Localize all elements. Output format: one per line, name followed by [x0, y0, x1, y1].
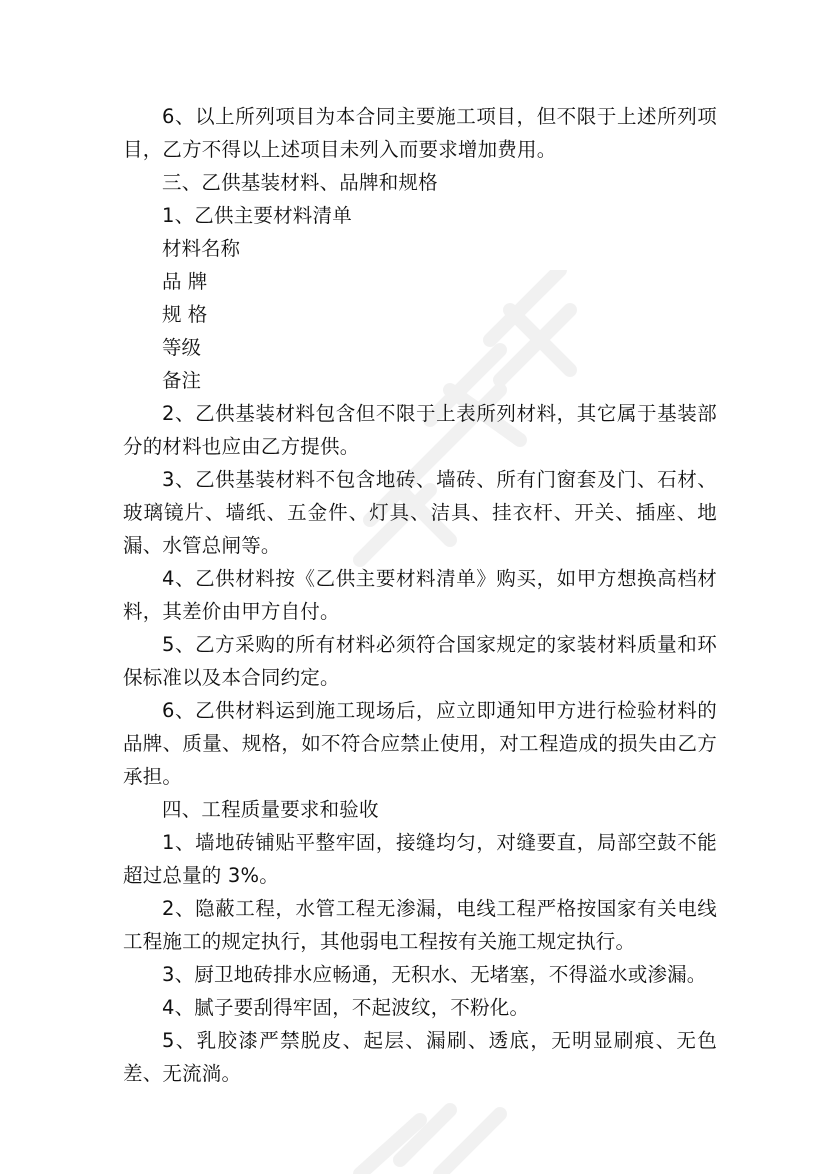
list-item: 品 牌 [162, 270, 208, 293]
paragraph: 3、乙供基装材料不包含地砖、墙砖、所有门窗套及门、石材、玻璃镜片、墙纸、五金件、灯具、洁具、挂衣杆、开关、插座、地漏、水管总闸等。 [123, 468, 717, 557]
list-item: 等级 [162, 336, 202, 359]
list-item: 规 格 [162, 303, 208, 326]
paragraph: 6、乙供材料运到施工现场后，应立即通知甲方进行检验材料的品牌、质量、规格，如不符合应禁止使用，对工程造成的损失由乙方承担。 [123, 699, 717, 788]
section-heading: 三、乙供基装材料、品牌和规格 [162, 171, 438, 194]
paragraph: 1、乙供主要材料清单 [162, 204, 352, 227]
paragraph: 2、隐蔽工程，水管工程无渗漏，电线工程严格按国家有关电线工程施工的规定执行，其他弱电工程按有关施工规定执行。 [123, 897, 717, 953]
paragraph: 4、腻子要刮得牢固，不起波纹，不粉化。 [162, 996, 530, 1019]
list-item: 材料名称 [162, 237, 241, 260]
document-body [123, 100, 717, 1090]
paragraph: 2、乙供基装材料包含但不限于上表所列材料，其它属于基装部分的材料也应由乙方提供。 [123, 402, 717, 458]
paragraph: 6、以上所列项目为本合同主要施工项目，但不限于上述所列项目，乙方不得以上述项目未列入而要求增加费用。 [123, 105, 717, 161]
paragraph: 4、乙供材料按《乙供主要材料清单》购买，如甲方想换高档材料，其差价由甲方自付。 [123, 567, 717, 623]
paragraph: 5、乳胶漆严禁脱皮、起层、漏刷、透底，无明显刷痕、无色差、无流淌。 [123, 1029, 717, 1085]
paragraph: 1、墙地砖铺贴平整牢固，接缝均匀，对缝要直，局部空鼓不能超过总量的 3%。 [123, 831, 717, 887]
paragraph: 5、乙方采购的所有材料必须符合国家规定的家装材料质量和环保标准以及本合同约定。 [123, 633, 717, 689]
watermark-graphic-bottom [330, 1080, 530, 1174]
section-heading: 四、工程质量要求和验收 [162, 798, 379, 821]
list-item: 备注 [162, 369, 202, 392]
paragraph: 3、厨卫地砖排水应畅通，无积水、无堵塞，不得溢水或渗漏。 [162, 963, 707, 986]
